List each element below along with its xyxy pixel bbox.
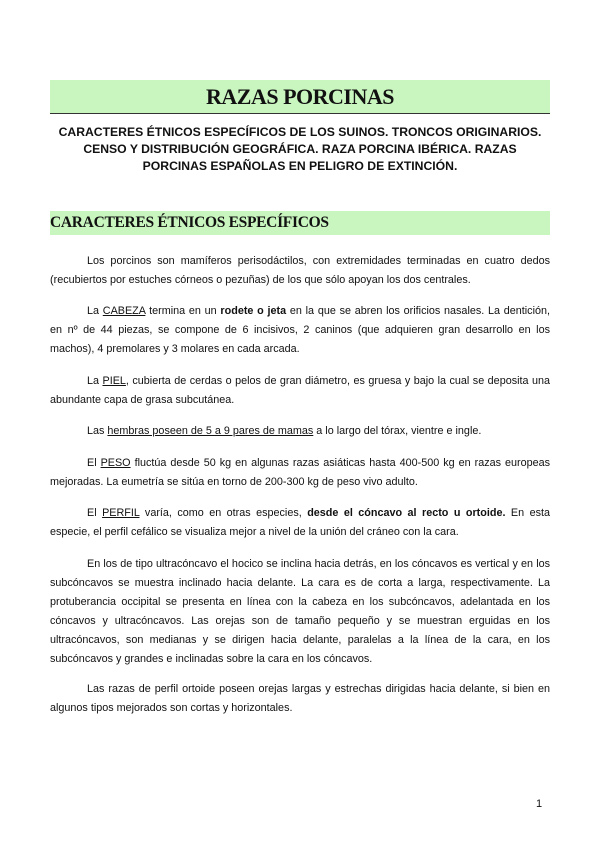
paragraph-text: Las razas de perfil ortoide poseen orejas largas y estrechas dirigidas hacia delante, si bien en algunos tipos mejorados son cortas y horizontales. (50, 683, 550, 714)
paragraph-ortoide (50, 680, 550, 718)
term-concavo: desde el cóncavo al recto u ortoide. (307, 507, 506, 519)
paragraph-perfil: El PERFIL varía, como en otras especies, desde el cóncavo al recto u ortoide. En esta especie, el perfil cefálico se visualiza mejor a nivel de la unión del cráneo con la cara. (50, 507, 550, 538)
paragraph-hembras: Las hembras poseen de 5 a 9 pares de mamas a lo largo del tórax, vientre e ingle. (87, 425, 482, 437)
section-title: CARACTERES ÉTNICOS ESPECÍFICOS (50, 214, 329, 231)
term-cabeza: CABEZA (102, 305, 146, 317)
paragraph-piel: La PIEL, cubierta de cerdas o pelos de gran diámetro, es gruesa y bajo la cual se deposita una abundante capa de grasa subcutánea. (50, 375, 550, 406)
paragraph-intro (50, 252, 550, 290)
term-perfil: PERFIL (102, 507, 140, 519)
term-hembras: hembras poseen de 5 a 9 pares de mamas (107, 425, 314, 437)
paragraph-text: En los de tipo ultracóncavo el hocico se inclina hacia detrás, en los cóncavos es vertical y en los subcóncavos se muestra inclinado hacia delante. La cara es de corta a larga, respectivamente. La protuberancia occipital se presenta en línea con la cabeza en los subcóncavos, adelantada en los cóncavos y ultracóncavos. Las orejas son de tamaño pequeño y se muestran erguidas en los ultracóncavos, son medianas y se dirigen hacia delante, paralelas a la línea de la cara, en los subcóncavos y grandes e inclinadas sobre la cara en los cóncavos. (50, 558, 550, 665)
term-piel: PIEL (102, 375, 126, 387)
paragraph-cabeza: La CABEZA termina en un rodete o jeta en la que se abren los orificios nasales. La dentición, en nº de 44 piezas, se compone de 6 incisivos, 2 caninos (que adquieren gran desarrollo en los machos), 4 premolares y 3 molares en cada arcada. (50, 305, 550, 355)
section-banner (50, 211, 550, 235)
paragraph-perfiles (50, 555, 550, 669)
title-banner (50, 80, 550, 114)
document-subtitle: CARACTERES ÉTNICOS ESPECÍFICOS DE LOS SUINOS. TRONCOS ORIGINARIOS. CENSO Y DISTRIBUCIÓN GEOGRÁFICA. RAZA PORCINA IBÉRICA. RAZAS PORCINAS ESPAÑOLAS EN PELIGRO DE EXTINCIÓN. (58, 125, 542, 173)
page-number: 1 (536, 798, 543, 810)
term-peso: PESO (100, 457, 131, 469)
paragraph-text: Los porcinos son mamíferos perisodáctilos, con extremidades terminadas en cuatro dedos (recubiertos por estuches córneos o pezuñas) de los que sólo apoyan los dos centrales. (50, 255, 550, 286)
paragraph-peso: El PESO fluctúa desde 50 kg en algunas razas asiáticas hasta 400-500 kg en razas europeas mejoradas. La eumetría se sitúa en torno de 200-300 kg de peso vivo adulto. (50, 457, 550, 488)
document-title: RAZAS PORCINAS (206, 83, 394, 109)
term-rodete: rodete o jeta (220, 305, 287, 317)
